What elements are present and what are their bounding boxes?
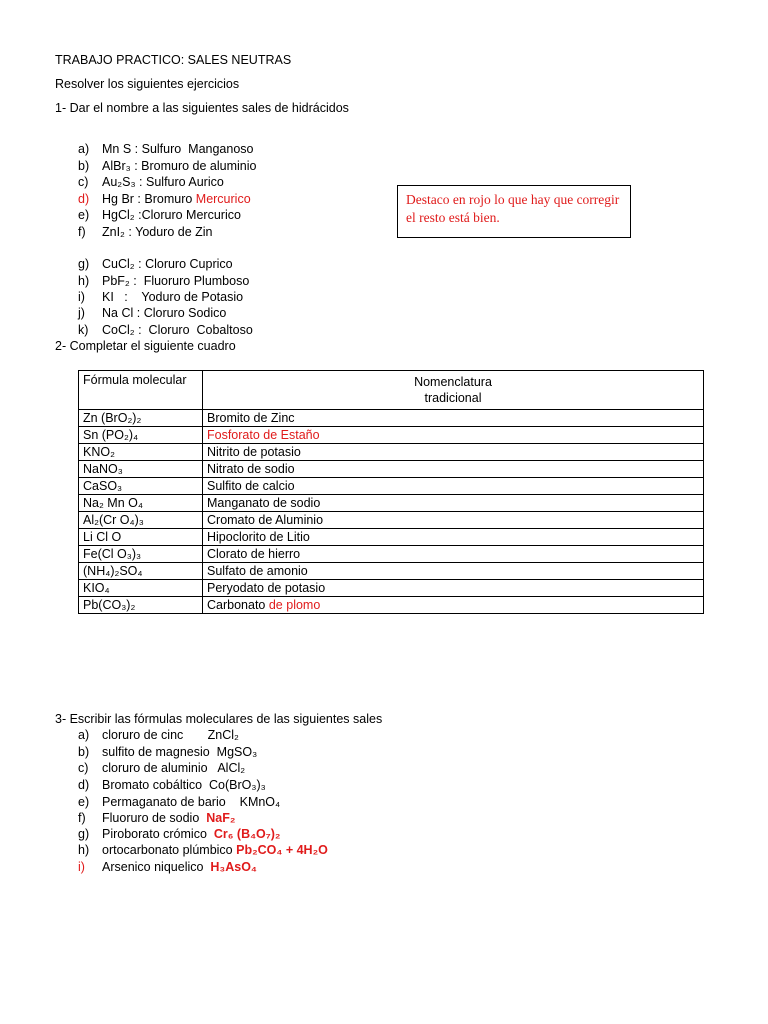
- header-formula: Fórmula molecular: [79, 371, 203, 410]
- cell-name: [203, 461, 704, 478]
- section3-item: [78, 761, 245, 775]
- item-gap: [183, 728, 207, 742]
- item-label: j): [78, 306, 85, 320]
- section1-item: [78, 192, 251, 206]
- item-label: b): [78, 745, 90, 759]
- cell-name: [203, 478, 704, 495]
- item-separator: :: [134, 208, 142, 222]
- cell-name-text: Peryodato de potasio: [207, 580, 326, 595]
- cell-name-text: Cromato de Aluminio: [207, 512, 324, 527]
- item-name: Cloruro Cuprico: [145, 257, 233, 271]
- item-name: Cloruro Cobaltoso: [148, 323, 253, 337]
- header-nomenclature-line2: tradicional: [424, 391, 482, 405]
- cell-name-correction: Fosforato de Estaño: [207, 427, 320, 442]
- cell-name-text: Hipoclorito de Litio: [207, 529, 310, 544]
- section1-item: [78, 323, 253, 337]
- section1-item: [78, 208, 241, 222]
- item-label: f): [78, 811, 86, 825]
- item-label: d): [78, 192, 90, 206]
- item-formula: Na Cl: [102, 306, 134, 320]
- item-formula-correction: Cr₆ (B₄O₇)₂: [213, 827, 281, 841]
- section1-item: [78, 306, 226, 320]
- cell-name: [203, 410, 704, 427]
- cell-name: [203, 444, 704, 461]
- item-formula: CoCl₂: [102, 323, 135, 337]
- item-name: Bromuro: [144, 192, 196, 206]
- item-separator: :: [130, 159, 142, 173]
- cell-name: [203, 546, 704, 563]
- item-formula: Co(BrO₃)₃: [209, 778, 266, 792]
- section1-item: [78, 257, 233, 271]
- table-row: [79, 427, 704, 444]
- section1-item: [78, 175, 224, 189]
- cell-name-correction: de plomo: [268, 597, 321, 612]
- item-separator: :: [135, 175, 146, 189]
- item-label: h): [78, 843, 90, 857]
- cell-name: [203, 563, 704, 580]
- item-label: i): [78, 860, 85, 874]
- item-formula: AlBr₃: [102, 159, 131, 173]
- cell-formula: CaSO₃: [79, 478, 203, 495]
- item-name: Sulfuro Aurico: [146, 175, 224, 189]
- item-formula: CuCl₂: [102, 257, 135, 271]
- section3-item: [78, 827, 281, 841]
- item-separator: :: [133, 192, 145, 206]
- item-label: c): [78, 175, 89, 189]
- section1-item: [78, 290, 243, 304]
- cell-name-text: Clorato de hierro: [207, 546, 301, 561]
- cell-name: [203, 597, 704, 614]
- section3-heading: 3- Escribir las fórmulas moleculares de las siguientes sales: [55, 712, 383, 726]
- item-label: e): [78, 208, 90, 222]
- item-formula: KMnO₄: [239, 795, 281, 809]
- table-row: [79, 512, 704, 529]
- document-title: TRABAJO PRACTICO: SALES NEUTRAS: [55, 53, 292, 67]
- item-formula-correction: NaF₂: [206, 811, 236, 825]
- item-formula: Mn S: [102, 142, 132, 156]
- table-row: [79, 563, 704, 580]
- item-gap: [202, 778, 209, 792]
- cell-formula: Al₂(Cr O₄)₃: [79, 512, 203, 529]
- instructions: Resolver los siguientes ejercicios: [55, 77, 240, 91]
- table-row: [79, 444, 704, 461]
- item-label: g): [78, 827, 90, 841]
- item-name: Arsenico niquelico: [102, 860, 204, 874]
- section1-item: [78, 274, 249, 288]
- cell-name: [203, 580, 704, 597]
- item-name: Cloruro Mercurico: [141, 208, 241, 222]
- cell-name: [203, 529, 704, 546]
- cell-formula: Na₂ Mn O₄: [79, 495, 203, 512]
- item-formula: Au₂S₃: [102, 175, 136, 189]
- item-formula-correction: H₃AsO₄: [210, 860, 257, 874]
- item-name: sulfito de magnesio: [102, 745, 210, 759]
- item-label: h): [78, 274, 90, 288]
- item-formula: HgCl₂: [102, 208, 135, 222]
- section3-item: [78, 843, 328, 857]
- section3-item: [78, 811, 235, 825]
- item-formula: KI: [102, 290, 114, 304]
- table-row: [79, 410, 704, 427]
- item-separator: :: [129, 274, 144, 288]
- item-name: Yoduro de Potasio: [141, 290, 244, 304]
- table-row: [79, 580, 704, 597]
- item-formula: AlCl₂: [217, 761, 246, 775]
- cell-formula: KNO₂: [79, 444, 203, 461]
- item-label: b): [78, 159, 90, 173]
- cell-formula: Fe(Cl O₃)₃: [79, 546, 203, 563]
- item-formula: MgSO₃: [216, 745, 258, 759]
- item-name: Permaganato de bario: [102, 795, 226, 809]
- cell-name-text: Bromito de Zinc: [207, 410, 295, 425]
- item-separator: :: [124, 225, 136, 239]
- item-name: ortocarbonato plúmbico: [102, 843, 233, 857]
- cell-name: [203, 427, 704, 444]
- item-label: d): [78, 778, 90, 792]
- section1-item: [78, 225, 213, 239]
- section2-heading: 2- Completar el siguiente cuadro: [55, 339, 236, 353]
- cell-formula: NaNO₃: [79, 461, 203, 478]
- item-label: i): [78, 290, 85, 304]
- item-formula: ZnCl₂: [207, 728, 239, 742]
- item-name: Fluoruro de sodio: [102, 811, 200, 825]
- item-label: a): [78, 728, 90, 742]
- item-name: Bromato cobáltico: [102, 778, 203, 792]
- item-separator: :: [134, 323, 149, 337]
- cell-name-text: Sulfato de amonio: [207, 563, 308, 578]
- item-label: f): [78, 225, 86, 239]
- cell-formula: (NH₄)₂SO₄: [79, 563, 203, 580]
- item-gap: [210, 745, 217, 759]
- section3-item: [78, 728, 239, 742]
- cell-name-text: Nitrito de potasio: [207, 444, 301, 459]
- cell-name-text: Nitrato de sodio: [207, 461, 295, 476]
- nomenclature-table: [78, 370, 704, 614]
- cell-name-text: Sulfito de calcio: [207, 478, 295, 493]
- item-gap: [226, 795, 240, 809]
- cell-formula: Li Cl O: [79, 529, 203, 546]
- header-nomenclature-line1: Nomenclatura: [414, 375, 492, 389]
- cell-formula: Pb(CO₃)₂: [79, 597, 203, 614]
- item-name: Yoduro de Zin: [135, 225, 213, 239]
- item-name: Bromuro de aluminio: [141, 159, 257, 173]
- item-separator: :: [131, 142, 142, 156]
- section1-item: [78, 159, 256, 173]
- section1-item: [78, 142, 254, 156]
- cell-name: [203, 495, 704, 512]
- cell-formula: Sn (PO₂)₄: [79, 427, 203, 444]
- item-name: Fluoruro Plumboso: [143, 274, 250, 288]
- item-name: Piroborato crómico: [102, 827, 207, 841]
- cell-formula: Zn (BrO₂)₂: [79, 410, 203, 427]
- item-label: c): [78, 761, 89, 775]
- section3-item: [78, 778, 266, 792]
- table-row: [79, 461, 704, 478]
- item-separator: :: [133, 306, 144, 320]
- item-gap: [207, 827, 214, 841]
- item-name: Cloruro Sodico: [143, 306, 227, 320]
- item-formula: Hg Br: [102, 192, 134, 206]
- item-label: e): [78, 795, 90, 809]
- item-name: cloruro de aluminio: [102, 761, 208, 775]
- item-label: k): [78, 323, 89, 337]
- cell-name-text: Manganato de sodio: [207, 495, 321, 510]
- table-row: [79, 597, 704, 614]
- table-row: [79, 529, 704, 546]
- table-row: [79, 478, 704, 495]
- table-row: [79, 546, 704, 563]
- cell-name: [203, 512, 704, 529]
- item-label: g): [78, 257, 90, 271]
- item-gap: [208, 761, 218, 775]
- item-name: Sulfuro Manganoso: [141, 142, 254, 156]
- item-label: a): [78, 142, 90, 156]
- header-nomenclature: [203, 371, 704, 410]
- section3-item: [78, 745, 257, 759]
- section3-item: [78, 860, 257, 874]
- table-header-row: [79, 371, 704, 410]
- item-formula-correction: Pb₂CO₄ + 4H₂O: [236, 843, 328, 857]
- item-formula: PbF₂: [102, 274, 130, 288]
- teacher-note: Destaco en rojo lo que hay que corregir el resto está bien.: [397, 185, 631, 238]
- section1-heading: 1- Dar el nombre a las siguientes sales de hidrácidos: [55, 101, 349, 115]
- table-row: [79, 495, 704, 512]
- item-separator: :: [113, 290, 142, 304]
- item-name-correction: Mercurico: [195, 192, 251, 206]
- item-name: cloruro de cinc: [102, 728, 184, 742]
- cell-name-text: Carbonato: [207, 597, 269, 612]
- section3-item: [78, 795, 280, 809]
- item-separator: :: [134, 257, 146, 271]
- cell-formula: KIO₄: [79, 580, 203, 597]
- item-formula: ZnI₂: [102, 225, 125, 239]
